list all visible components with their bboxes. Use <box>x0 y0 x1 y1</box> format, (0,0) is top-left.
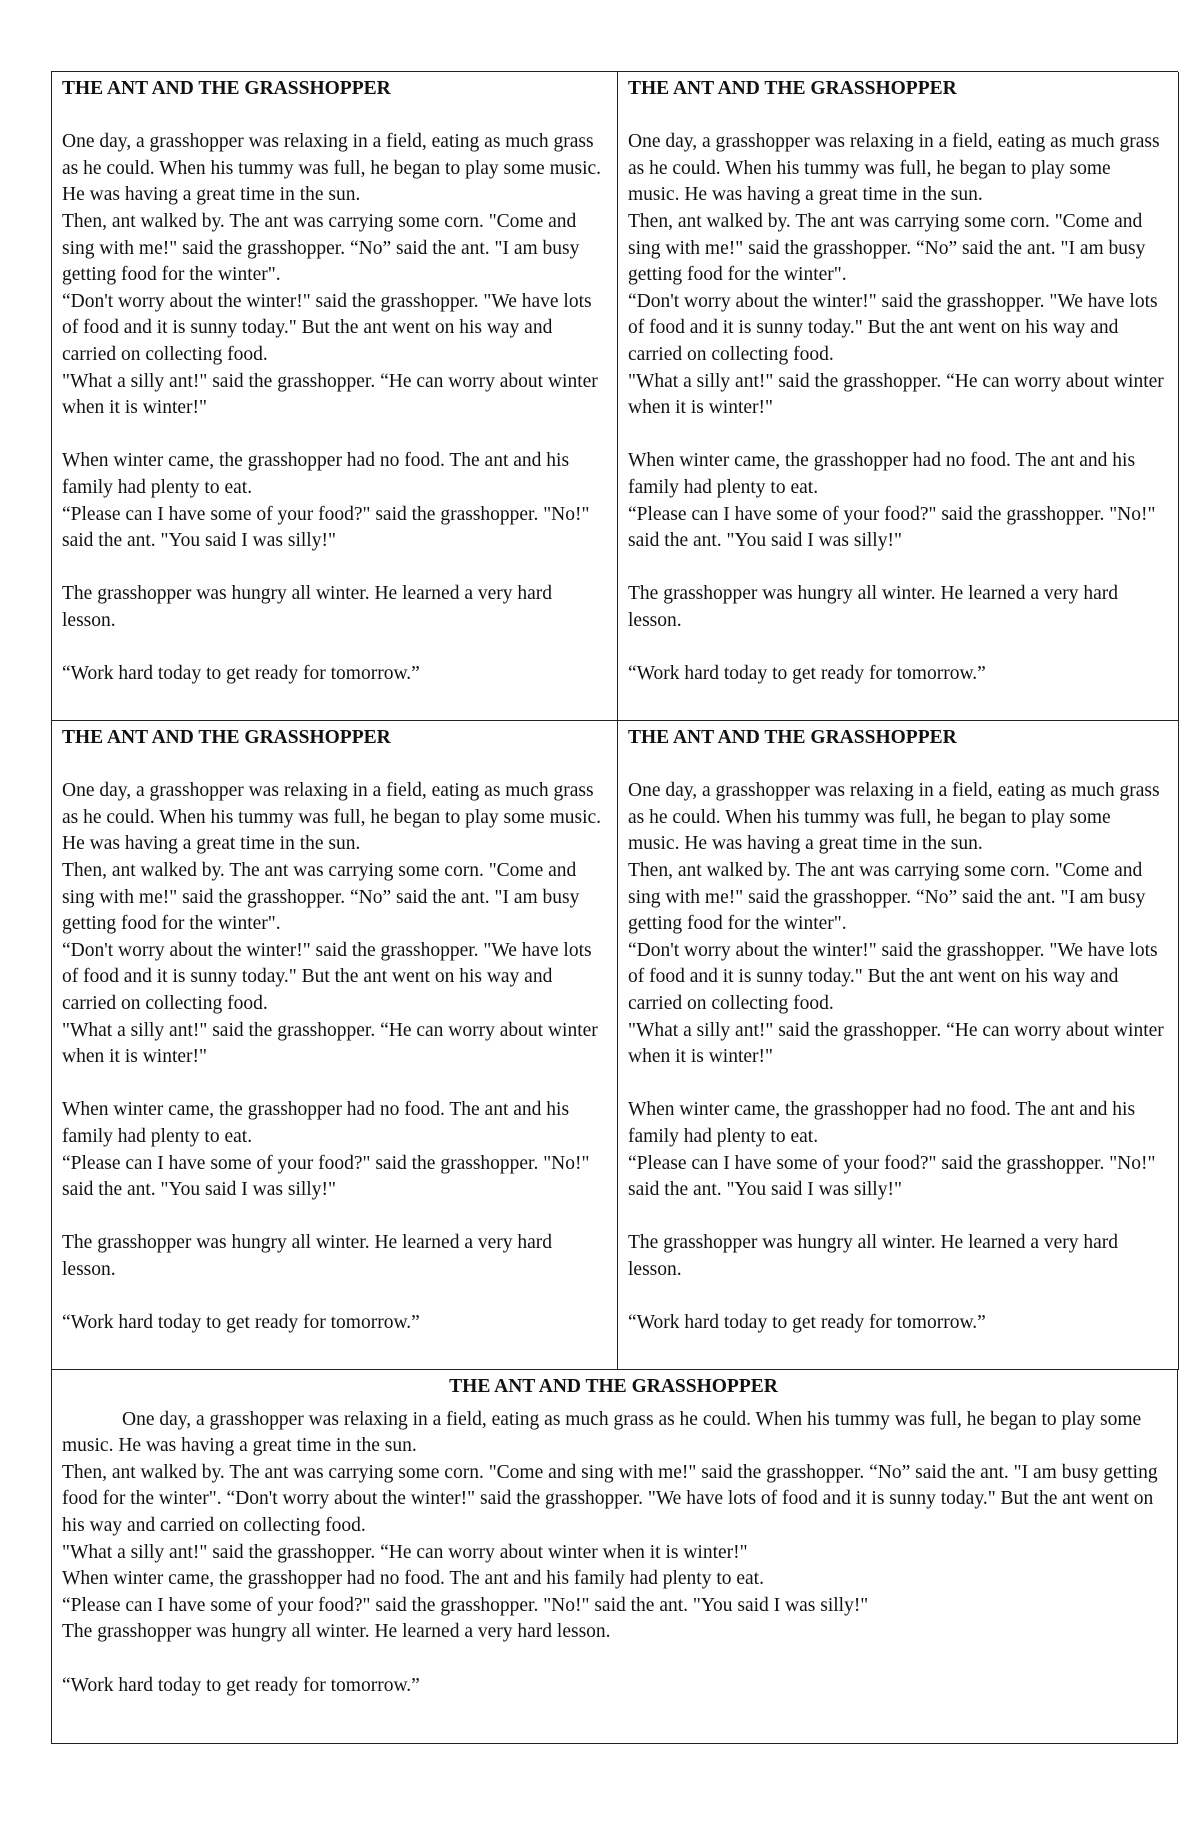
story-paragraph: One day, a grasshopper was relaxing in a field, eating as much grass as he could. When his tummy was full, he began to play some music. He was having a great time in the sun. <box>62 780 602 855</box>
story-card-wide <box>51 1370 1178 1744</box>
story-title: THE ANT AND THE GRASSHOPPER <box>62 78 391 99</box>
story-paragraph: "What a silly ant!" said the grasshopper. “He can worry about winter when it is winter!" <box>62 1541 748 1563</box>
story-card <box>52 721 618 1370</box>
story-card <box>618 721 1179 1370</box>
story-paragraph: “Please can I have some of your food?" said the grasshopper. "No!" said the ant. "You said I was silly!" <box>628 503 1156 552</box>
story-paragraph: One day, a grasshopper was relaxing in a field, eating as much grass as he could. When his tummy was full, he began to play some music. He was having a great time in the sun. <box>62 131 602 206</box>
story-paragraph: The grasshopper was hungry all winter. He learned a very hard lesson. <box>628 1232 1119 1280</box>
story-paragraph: When winter came, the grasshopper had no food. The ant and his family had plenty to eat. <box>62 1568 764 1590</box>
story-paragraph: "What a silly ant!" said the grasshopper. “He can worry about winter when it is winter!" <box>62 1019 598 1068</box>
story-paragraph: “Don't worry about the winter!" said the grasshopper. "We have lots of food and it is sunny today." But the ant went on his way and carried on collecting food. <box>628 290 1158 365</box>
story-title: THE ANT AND THE GRASSHOPPER <box>62 727 391 748</box>
story-paragraph: The grasshopper was hungry all winter. He learned a very hard lesson. <box>62 583 553 631</box>
story-moral: “Work hard today to get ready for tomorrow.” <box>62 1312 420 1334</box>
story-paragraph: “Please can I have some of your food?" said the grasshopper. "No!" said the ant. "You said I was silly!" <box>62 1594 869 1616</box>
story-title: THE ANT AND THE GRASSHOPPER <box>628 727 957 748</box>
story-paragraph: The grasshopper was hungry all winter. He learned a very hard lesson. <box>62 1621 611 1643</box>
story-moral: “Work hard today to get ready for tomorrow.” <box>628 663 986 685</box>
story-title: THE ANT AND THE GRASSHOPPER <box>449 1376 778 1397</box>
story-card <box>52 72 618 721</box>
story-paragraph: "What a silly ant!" said the grasshopper. “He can worry about winter when it is winter!" <box>628 370 1164 419</box>
story-paragraph: “Please can I have some of your food?" said the grasshopper. "No!" said the ant. "You said I was silly!" <box>62 1152 590 1201</box>
story-paragraph: Then, ant walked by. The ant was carrying some corn. "Come and sing with me!" said the grasshopper. “No” said the ant. "I am busy getting food for the winter". <box>62 859 580 935</box>
story-paragraph: “Please can I have some of your food?" said the grasshopper. "No!" said the ant. "You said I was silly!" <box>62 503 590 552</box>
story-paragraph: The grasshopper was hungry all winter. He learned a very hard lesson. <box>62 1232 553 1280</box>
story-paragraph: When winter came, the grasshopper had no food. The ant and his family had plenty to eat. <box>628 1099 1136 1147</box>
story-paragraph: Then, ant walked by. The ant was carrying some corn. "Come and sing with me!" said the grasshopper. “No” said the ant. "I am busy getting food for the winter". <box>628 210 1146 286</box>
story-paragraph: "What a silly ant!" said the grasshopper. “He can worry about winter when it is winter!" <box>62 370 598 419</box>
story-moral: “Work hard today to get ready for tomorrow.” <box>628 1312 986 1334</box>
story-paragraph: One day, a grasshopper was relaxing in a field, eating as much grass as he could. When his tummy was full, he began to play some music. He was having a great time in the sun. <box>62 1408 1142 1457</box>
story-paragraph: “Don't worry about the winter!" said the grasshopper. "We have lots of food and it is sunny today." But the ant went on his way and carried on collecting food. <box>628 939 1158 1014</box>
worksheet <box>51 71 1178 1744</box>
story-paragraph: Then, ant walked by. The ant was carrying some corn. "Come and sing with me!" said the grasshopper. “No” said the ant. "I am busy getting food for the winter". “Don't worry about the winter!" said the grasshopper. "We have lots of food and it is sunny today." But the ant went on his way and carried on collecting food. <box>62 1461 1158 1536</box>
story-card <box>618 72 1179 721</box>
story-card-grid <box>51 71 1178 1370</box>
story-paragraph: Then, ant walked by. The ant was carrying some corn. "Come and sing with me!" said the grasshopper. “No” said the ant. "I am busy getting food for the winter". <box>62 210 580 286</box>
story-paragraph: When winter came, the grasshopper had no food. The ant and his family had plenty to eat. <box>628 450 1136 498</box>
story-paragraph: When winter came, the grasshopper had no food. The ant and his family had plenty to eat. <box>62 1099 570 1147</box>
story-paragraph: “Please can I have some of your food?" said the grasshopper. "No!" said the ant. "You said I was silly!" <box>628 1152 1156 1201</box>
story-paragraph: The grasshopper was hungry all winter. He learned a very hard lesson. <box>628 583 1119 631</box>
story-paragraph: Then, ant walked by. The ant was carrying some corn. "Come and sing with me!" said the grasshopper. “No” said the ant. "I am busy getting food for the winter". <box>628 859 1146 935</box>
story-paragraph: One day, a grasshopper was relaxing in a field, eating as much grass as he could. When his tummy was full, he began to play some music. He was having a great time in the sun. <box>628 131 1160 206</box>
story-moral: “Work hard today to get ready for tomorrow.” <box>62 1674 420 1696</box>
story-paragraph: “Don't worry about the winter!" said the grasshopper. "We have lots of food and it is sunny today." But the ant went on his way and carried on collecting food. <box>62 939 592 1014</box>
story-title: THE ANT AND THE GRASSHOPPER <box>628 78 957 99</box>
story-paragraph: When winter came, the grasshopper had no food. The ant and his family had plenty to eat. <box>62 450 570 498</box>
story-paragraph: One day, a grasshopper was relaxing in a field, eating as much grass as he could. When his tummy was full, he began to play some music. He was having a great time in the sun. <box>628 780 1160 855</box>
story-moral: “Work hard today to get ready for tomorrow.” <box>62 663 420 685</box>
story-paragraph: "What a silly ant!" said the grasshopper. “He can worry about winter when it is winter!" <box>628 1019 1164 1068</box>
story-paragraph: “Don't worry about the winter!" said the grasshopper. "We have lots of food and it is sunny today." But the ant went on his way and carried on collecting food. <box>62 290 592 365</box>
